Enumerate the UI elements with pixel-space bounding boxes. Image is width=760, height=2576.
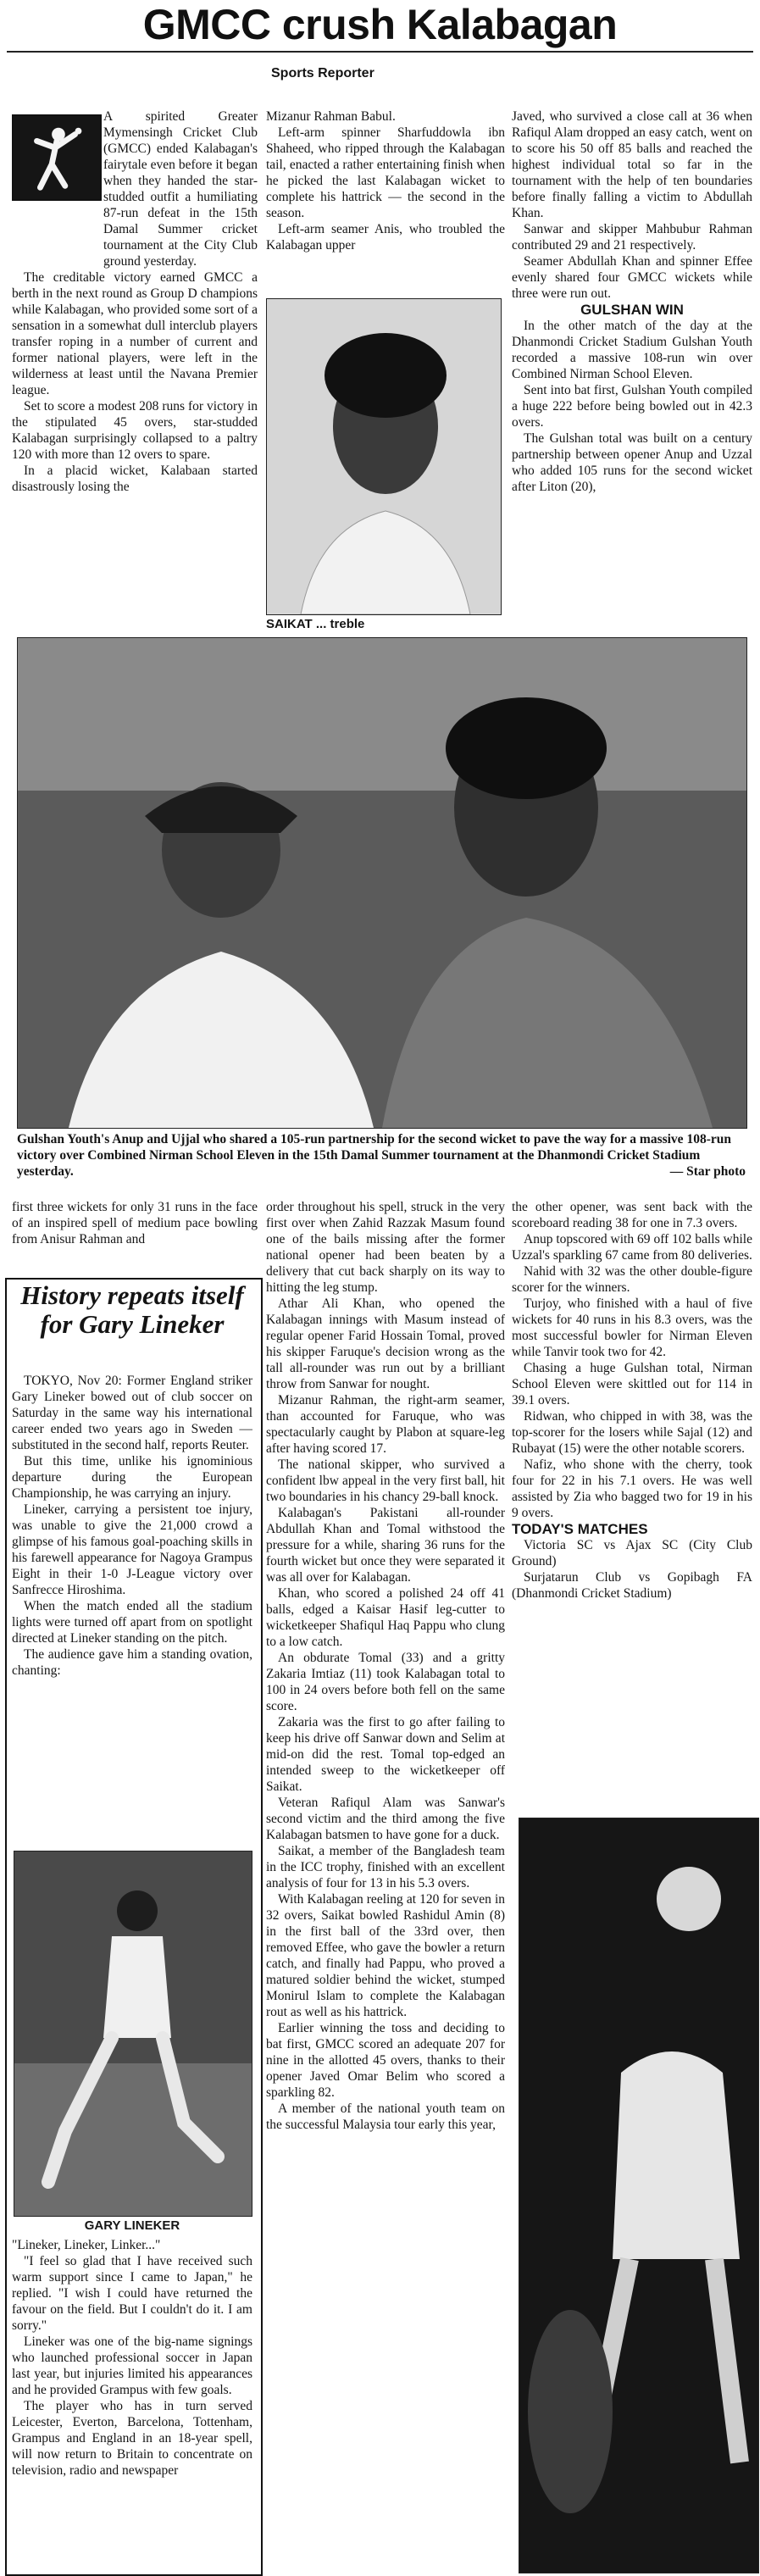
story-column-3	[512, 108, 752, 634]
lineker-para-6: "Lineker, Lineker, Linker..."	[12, 2238, 161, 2252]
story-col3-para-2: Sanwar and skipper Mahbubur Rahman contributed 29 and 21 respectively.	[512, 222, 752, 253]
football-action-photo	[519, 1818, 759, 2573]
main-photo-caption	[17, 1131, 746, 1180]
story-column-2	[266, 108, 505, 297]
lower-col2-para-1: order throughout his spell, struck in the very first over when Zahid Razzak Masum found one of the bails missing after the former national opener had been beaten by a delivery that cut back sharply on its way to hitting the leg stump.	[266, 1200, 505, 1295]
gulshan-para-1: In the other match of the day at the Dhanmondi Cricket Stadium Gulshan Youth recorded a massive 108-run win over Combined Nirman School Eleven.	[512, 319, 752, 381]
headline-rule	[7, 51, 753, 53]
lower-column-3	[512, 1199, 752, 1809]
story-col3-para-1: Javed, who survived a close call at 36 when Rafiqul Alam dropped an easy catch, went on to score his 50 off 85 balls and reached the highest individual total so far in the tournament with the help of ten boundaries before finally falling a victim to Abdullah Khan.	[512, 109, 752, 220]
story-column-1	[12, 108, 258, 634]
lower-col2-para-13: A member of the national youth team on the successful Malaysia tour early this year,	[266, 2101, 505, 2132]
lower-col3-para-2: Anup topscored with 69 off 102 balls while Uzzal's sparkling 67 came from 80 deliveries.	[512, 1232, 752, 1263]
lineker-para-3: Lineker, carrying a persistent toe injury, was unable to give the 21,000 crowd a glimpse of his famous goal-poaching skills in his farewell appearance for Nagoya Grampus Eight in their 1-0 J-League victory over Sanfrecce Hiroshima.	[12, 1502, 252, 1597]
gulshan-subhead: GULSHAN WIN	[580, 302, 684, 318]
gulshan-para-2: Sent into bat first, Gulshan Youth compiled a huge 222 before being bowled out in 42.3 overs.	[512, 383, 752, 430]
lineker-para-5: The audience gave him a standing ovation, chanting:	[12, 1647, 252, 1678]
lineker-body-bottom	[12, 2237, 252, 2572]
headline: GMCC crush Kalabagan	[142, 1, 618, 48]
lower-col2-para-4: The national skipper, who survived a confident lbw appeal in the very first ball, hit two boundaries in his chancy 29-ball knock.	[266, 1457, 505, 1504]
story-col2-para-2: Left-arm spinner Sharfuddowla ibn Shaheed, who ripped through the Kalabagan tail, enacted a rather entertaining finish when he picked the last Kalabagan wicket to complete his hattrick — the second in the season.	[266, 125, 505, 220]
lineker-photo	[14, 1851, 252, 2217]
lower-col3-para-7: Nafiz, who shone with the cherry, took four for 22 in his 7.1 overs. He was well assisted by Zia who bagged two for 19 in his 9 overs.	[512, 1457, 752, 1520]
lower-col2-para-2: Athar Ali Khan, who opened the Kalabagan innings with Masum instead of regular opener Farid Hossain Tomal, proved his skipper Faruque's decision wrong as the tall all-rounder was run out by a brilliant throw from Sanwar for nought.	[266, 1296, 505, 1391]
lower-col2-para-9: Veteran Rafiqul Alam was Sanwar's second victim and the third among the five Kalabagan batsmen to have gone for a duck.	[266, 1796, 505, 1842]
lower-col2-para-11: With Kalabagan reeling at 120 for seven in 32 overs, Saikat bowled Rashidul Amin (8) in the first ball of the 33rd over, then removed Effee, who gave the bowler a return catch, and finally had Pappu, who proved a matured soldier behind the wicket, stumped Monirul Islam to complete the Kalabagan rout as well as his hattrick.	[266, 1892, 505, 2019]
story-col1-para-1: A spirited Greater Mymensingh Cricket Club (GMCC) ended Kalabagan's fairytale even before it began when they handed the star-studded outfit a humiliating 87-run defeat in the 15th Damal Summer cricket tournament at the City Club ground yesterday.	[103, 109, 258, 269]
lower-col3-para-4: Turjoy, who finished with a haul of five wickets for 40 runs in his 8.3 overs, was the most successful bowler for Nirman Eleven while Tanvir took two for 42.	[512, 1296, 752, 1359]
lower-col3-para-1: the other opener, was sent back with the scoreboard reading 38 for one in 7.3 overs.	[512, 1200, 752, 1230]
lower-column-1-top	[12, 1199, 258, 1267]
lineker-para-7: "I feel so glad that I have received such warm support since I came to Japan," he replied. "I wish I could have returned the favour on the field. But I couldn't do it. I am sorry."	[12, 2254, 252, 2333]
lower-col2-para-3: Mizanur Rahman, the right-arm seamer, than accounted for Faruque, who was spectacularly caught by Plabon at square-leg after having scored 17.	[266, 1393, 505, 1456]
story-col1-para-2: The creditable victory earned GMCC a berth in the next round as Group D champions while Kalabagan, who provided some sort of a sensation in a somewhat dull interclub players transfer roping in a number of current and former national players, were left in the wilderness at least until the Navana Premier league.	[12, 270, 258, 397]
lower-col3-para-6: Ridwan, who chipped in with 38, was the top-scorer for the losers while Sajal (12) and Rubayat (15) were the other notable scorers.	[512, 1409, 752, 1456]
lower-column-2	[266, 1199, 505, 2572]
lower-col2-para-6: Khan, who scored a polished 24 off 41 balls, edged a Kaisar Hasif leg-cutter to wicketkeeper Shafiqul Haq Pappu who clung to a low catch.	[266, 1586, 505, 1649]
lineker-headline: History repeats itself for Gary Lineker	[20, 1280, 244, 1339]
lineker-para-2: But this time, unlike his ignominious departure during the European Championship, he was carrying an injury.	[12, 1454, 252, 1501]
photo-credit: — Star photo	[669, 1164, 746, 1179]
lower-col1-para-1: first three wickets for only 31 runs in the face of an inspired spell of medium pace bowling from Anisur Rahman and	[12, 1200, 258, 1246]
gulshan-para-3: The Gulshan total was built on a century partnership between opener Anup and Uzzal who added 105 runs for the second wicket after Liton (20),	[512, 431, 752, 494]
saikat-photo	[266, 298, 502, 615]
todays-match-2: Surjatarun Club vs Gopibagh FA (Dhanmondi Cricket Stadium)	[512, 1570, 752, 1601]
lower-col2-para-8: Zakaria was the first to go after failing to keep his drive off Sanwar down and Selim at mid-on did the rest. Tomal top-edged an intended sweep to the wicketkeeper off Saikat.	[266, 1715, 505, 1794]
lower-col2-para-12: Earlier winning the toss and deciding to bat first, GMCC scored an adequate 207 for nine in the allotted 45 overs, thanks to their opener Javed Omar Belim who scored a sparkling 82.	[266, 2021, 505, 2100]
lineker-para-8: Lineker was one of the big-name signings who launched professional soccer in Japan last year, but injuries limited his appearances and he provided Grampus with few goals.	[12, 2334, 252, 2397]
todays-match-1: Victoria SC vs Ajax SC (City Club Ground)	[512, 1538, 752, 1568]
lineker-caption: GARY LINEKER	[84, 2218, 180, 2233]
lineker-para-9: The player who has in turn served Leicester, Everton, Barcelona, Tottenham, Grampus and England in an 18-year spell, will now return to Britain to concentrate on television, radio and newspaper	[12, 2399, 252, 2478]
story-col1-para-3: Set to score a modest 208 runs for victory in the stipulated 45 overs, star-studded Kalabagan surprisingly collapsed to a paltry 120 with more than 12 overs to spare.	[12, 399, 258, 462]
story-col2-para-1: Mizanur Rahman Babul.	[266, 109, 396, 124]
story-col3-para-3: Seamer Abdullah Khan and spinner Effee evenly shared four GMCC wickets while three were run out.	[512, 254, 752, 301]
lineker-para-4: When the match ended all the stadium lights were turned off apart from on spotlight directed at Lineker standing on the pitch.	[12, 1599, 252, 1646]
lower-col2-para-7: An obdurate Tomal (33) and a gritty Zakaria Imtiaz (11) took Kalabagan total to 100 in 24 overs before both fell on the same score.	[266, 1651, 505, 1713]
lineker-para-1: TOKYO, Nov 20: Former England striker Gary Lineker bowed out of club soccer on Saturday in the same way his international career ended two years ago in Sweden — substituted in the second half, reports Reuter.	[12, 1374, 252, 1452]
todays-matches-heading: TODAY'S MATCHES	[512, 1521, 648, 1537]
saikat-caption: SAIKAT ... treble	[266, 617, 365, 631]
main-caption-text: Gulshan Youth's Anup and Ujjal who shared a 105-run partnership for the second wicket to pave the way for a massive 108-run victory over Combined Nirman School Eleven in the 15th Damal Summer tournament at the Dhanmondi Cricket Stadium yesterday.	[17, 1132, 731, 1179]
story-col2-para-3: Left-arm seamer Anis, who troubled the Kalabagan upper	[266, 222, 505, 253]
lower-col2-para-5: Kalabagan's Pakistani all-rounder Abdullah Khan and Tomal withstood the pressure for a while, sharing 36 runs for the fourth wicket but once they were separated it was all over for Kalabagan.	[266, 1506, 505, 1585]
story-col1-para-4: In a placid wicket, Kalabaan started disastrously losing the	[12, 464, 258, 494]
lower-col3-para-3: Nahid with 32 was the other double-figure scorer for the winners.	[512, 1264, 752, 1295]
lineker-body-top	[12, 1373, 252, 1881]
lower-col3-para-5: Chasing a huge Gulshan total, Nirman School Eleven were skittled out for 114 in 39.1 overs.	[512, 1361, 752, 1407]
lower-col2-para-10: Saikat, a member of the Bangladesh team in the ICC trophy, finished with an excellent analysis of four for 13 in his 5.3 overs.	[266, 1844, 505, 1890]
gulshan-youth-photo	[17, 637, 747, 1129]
byline: Sports Reporter	[271, 66, 374, 80]
